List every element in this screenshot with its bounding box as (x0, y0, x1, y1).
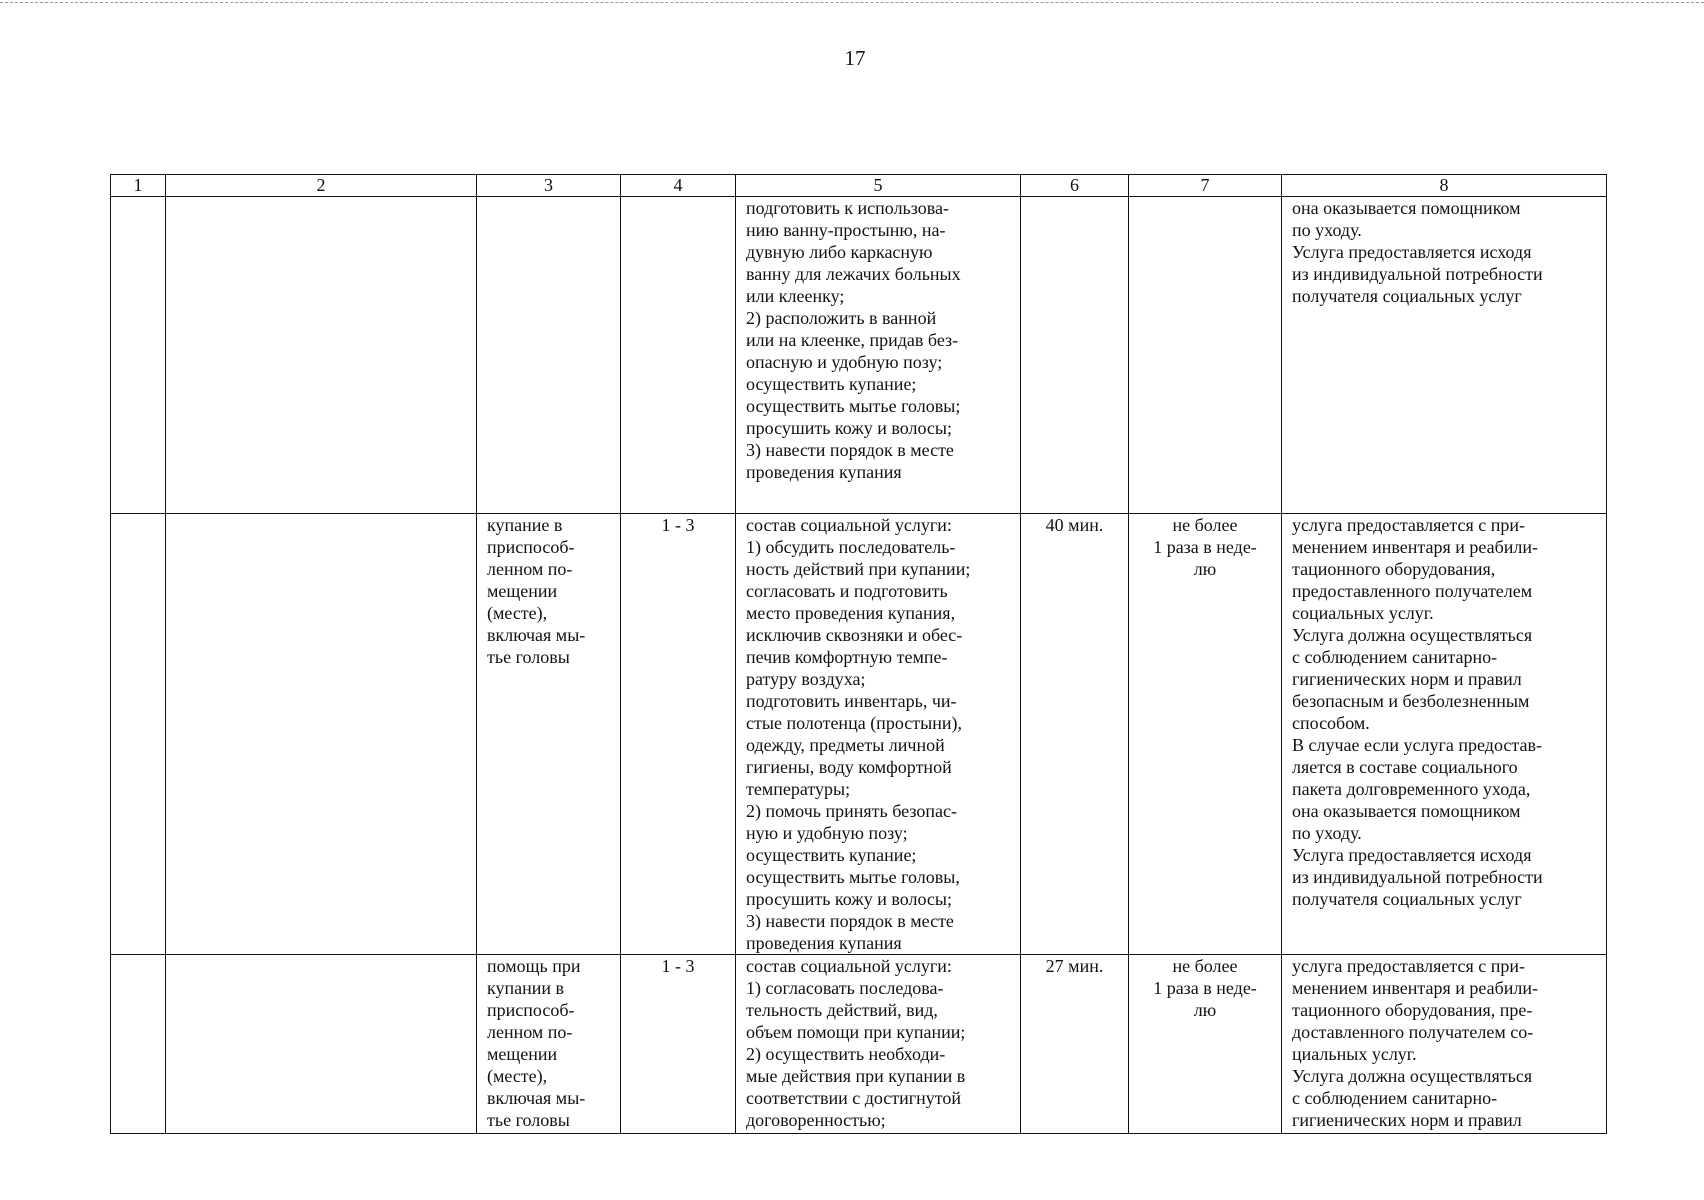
cell-line: стые полотенца (простыни), (746, 713, 962, 733)
cell-line: купание в (487, 515, 563, 535)
table-row (111, 514, 1607, 955)
cell-c6: 27 мин. (1021, 955, 1129, 1134)
cell-line: осуществить мытье головы, (746, 867, 960, 887)
cell-line: ленном по- (487, 559, 573, 579)
cell-c2 (166, 514, 477, 955)
cell-line: состав социальной услуги: (746, 956, 952, 976)
column-header-1: 1 (111, 175, 166, 197)
cell-line: тационного оборудования, пре- (1292, 1000, 1533, 1020)
cell-line: соответствии с достигнутой (746, 1088, 962, 1108)
cell-line: 3) навести порядок в месте (746, 440, 954, 460)
cell-c8 (1282, 197, 1607, 514)
table-row (111, 197, 1607, 514)
cell-line: 1 раза в неде- (1153, 978, 1257, 998)
cell-line: гигиенических норм и правил (1292, 669, 1522, 689)
cell-line: просушить кожу и волосы; (746, 889, 953, 909)
header-row (111, 175, 1607, 197)
cell-line: исключив сквозняки и обес- (746, 625, 963, 645)
column-header-8: 8 (1282, 175, 1607, 197)
cell-line: договоренностью; (746, 1110, 886, 1130)
cell-line: помощь при (487, 956, 581, 976)
page-number: 17 (844, 46, 866, 70)
cell-line: Услуга предоставляется исходя (1292, 242, 1532, 262)
cell-line: не более (1172, 956, 1238, 976)
cell-line: приспособ- (487, 537, 575, 557)
cell-line: ванну для лежачих больных (746, 264, 961, 284)
cell-line: включая мы- (487, 625, 586, 645)
cell-line: Услуга должна осуществляться (1292, 625, 1533, 645)
cell-c4: 1 - 3 (621, 514, 736, 955)
cell-line: 1 раза в неде- (1153, 537, 1257, 557)
cell-line: безопасным и безболезненным (1292, 691, 1530, 711)
cell-c6: 40 мин. (1021, 514, 1129, 955)
column-header-2: 2 (166, 175, 477, 197)
cell-line: согласовать и подготовить (746, 581, 948, 601)
cell-line: тельность действий, вид, (746, 1000, 938, 1020)
cell-line: осуществить купание; (746, 845, 917, 865)
cell-c5 (736, 955, 1021, 1134)
scan-edge-line (0, 2, 1704, 3)
cell-line: В случае если услуга предостав- (1292, 735, 1542, 755)
cell-line: дувную либо каркасную (746, 242, 933, 262)
cell-c1 (111, 514, 166, 955)
cell-line: по уходу. (1292, 220, 1362, 240)
cell-line: состав социальной услуги: (746, 515, 952, 535)
cell-c7 (1129, 955, 1282, 1134)
cell-c3 (477, 197, 621, 514)
column-header-5: 5 (736, 175, 1021, 197)
cell-line: менением инвентаря и реабили- (1292, 537, 1539, 557)
cell-line: или на клеенке, придав без- (746, 330, 959, 350)
column-header-7: 7 (1129, 175, 1282, 197)
cell-line: не более (1172, 515, 1238, 535)
cell-c4 (621, 197, 736, 514)
table-row (111, 955, 1607, 1134)
cell-line: пакета долговременного ухода, (1292, 779, 1531, 799)
cell-line: лю (1193, 559, 1217, 579)
cell-line: мещении (487, 581, 558, 601)
cell-line: нию ванну-простыню, на- (746, 220, 946, 240)
cell-line: 2) осуществить необходи- (746, 1044, 946, 1064)
cell-line: 3) навести порядок в месте (746, 911, 954, 931)
cell-line: мые действия при купании в (746, 1066, 966, 1086)
cell-c1 (111, 197, 166, 514)
cell-line: гигиенических норм и правил (1292, 1110, 1522, 1130)
cell-line: способом. (1292, 713, 1370, 733)
cell-line: услуга предоставляется с при- (1292, 515, 1526, 535)
cell-line: получателя социальных услуг (1292, 889, 1522, 909)
cell-c5 (736, 514, 1021, 955)
cell-line: циальных услуг. (1292, 1044, 1417, 1064)
cell-line: осуществить купание; (746, 374, 917, 394)
cell-line: тье головы (487, 1110, 570, 1130)
cell-line: просушить кожу и волосы; (746, 418, 953, 438)
cell-line: она оказывается помощником (1292, 198, 1521, 218)
cell-line: она оказывается помощником (1292, 801, 1521, 821)
cell-line: с соблюдением санитарно- (1292, 1088, 1498, 1108)
column-header-3: 3 (477, 175, 621, 197)
cell-line: Услуга предоставляется исходя (1292, 845, 1532, 865)
cell-line: ленном по- (487, 1022, 573, 1042)
cell-line: Услуга должна осуществляться (1292, 1066, 1533, 1086)
cell-line: ную и удобную позу; (746, 823, 908, 843)
cell-c7 (1129, 197, 1282, 514)
cell-line: 1) согласовать последова- (746, 978, 944, 998)
cell-line: проведения купания (746, 933, 902, 953)
column-header-6: 6 (1021, 175, 1129, 197)
cell-c6 (1021, 197, 1129, 514)
cell-line: 2) помочь принять безопас- (746, 801, 957, 821)
cell-line: социальных услуг. (1292, 603, 1434, 623)
cell-c3 (477, 514, 621, 955)
cell-line: менением инвентаря и реабили- (1292, 978, 1539, 998)
cell-line: услуга предоставляется с при- (1292, 956, 1526, 976)
cell-c8 (1282, 514, 1607, 955)
cell-line: объем помощи при купании; (746, 1022, 966, 1042)
cell-line: из индивидуальной потребности (1292, 264, 1543, 284)
cell-line: место проведения купания, (746, 603, 956, 623)
cell-c7 (1129, 514, 1282, 955)
cell-line: включая мы- (487, 1088, 586, 1108)
cell-line: из индивидуальной потребности (1292, 867, 1543, 887)
cell-line: ность действий при купании; (746, 559, 971, 579)
cell-line: проведения купания (746, 462, 902, 482)
services-table (110, 174, 1607, 1134)
cell-line: или клеенку; (746, 286, 845, 306)
cell-line: ляется в составе социального (1292, 757, 1518, 777)
cell-line: температуры; (746, 779, 851, 799)
cell-line: лю (1193, 1000, 1217, 1020)
cell-line: мещении (487, 1044, 558, 1064)
cell-line: 2) расположить в ванной (746, 308, 937, 328)
cell-line: с соблюдением санитарно- (1292, 647, 1498, 667)
cell-c2 (166, 955, 477, 1134)
cell-line: 1) обсудить последователь- (746, 537, 956, 557)
cell-c5 (736, 197, 1021, 514)
cell-line: (месте), (487, 1066, 548, 1086)
cell-line: тационного оборудования, (1292, 559, 1496, 579)
column-header-4: 4 (621, 175, 736, 197)
cell-line: одежду, предметы личной (746, 735, 945, 755)
cell-line: по уходу. (1292, 823, 1362, 843)
cell-line: предоставленного получателем (1292, 581, 1533, 601)
cell-line: получателя социальных услуг (1292, 286, 1522, 306)
cell-line: гигиены, воду комфортной (746, 757, 952, 777)
cell-line: подготовить инвентарь, чи- (746, 691, 957, 711)
cell-line: опасную и удобную позу; (746, 352, 943, 372)
cell-line: купании в (487, 978, 565, 998)
cell-line: приспособ- (487, 1000, 575, 1020)
cell-line: осуществить мытье головы; (746, 396, 961, 416)
cell-c1 (111, 955, 166, 1134)
cell-c2 (166, 197, 477, 514)
cell-line: доставленного получателем со- (1292, 1022, 1534, 1042)
cell-line: ратуру воздуха; (746, 669, 866, 689)
cell-line: подготовить к использова- (746, 198, 950, 218)
cell-line: (месте), (487, 603, 548, 623)
cell-line: печив комфортную темпе- (746, 647, 948, 667)
cell-c4: 1 - 3 (621, 955, 736, 1134)
cell-c8 (1282, 955, 1607, 1134)
cell-c3 (477, 955, 621, 1134)
cell-line: тье головы (487, 647, 570, 667)
